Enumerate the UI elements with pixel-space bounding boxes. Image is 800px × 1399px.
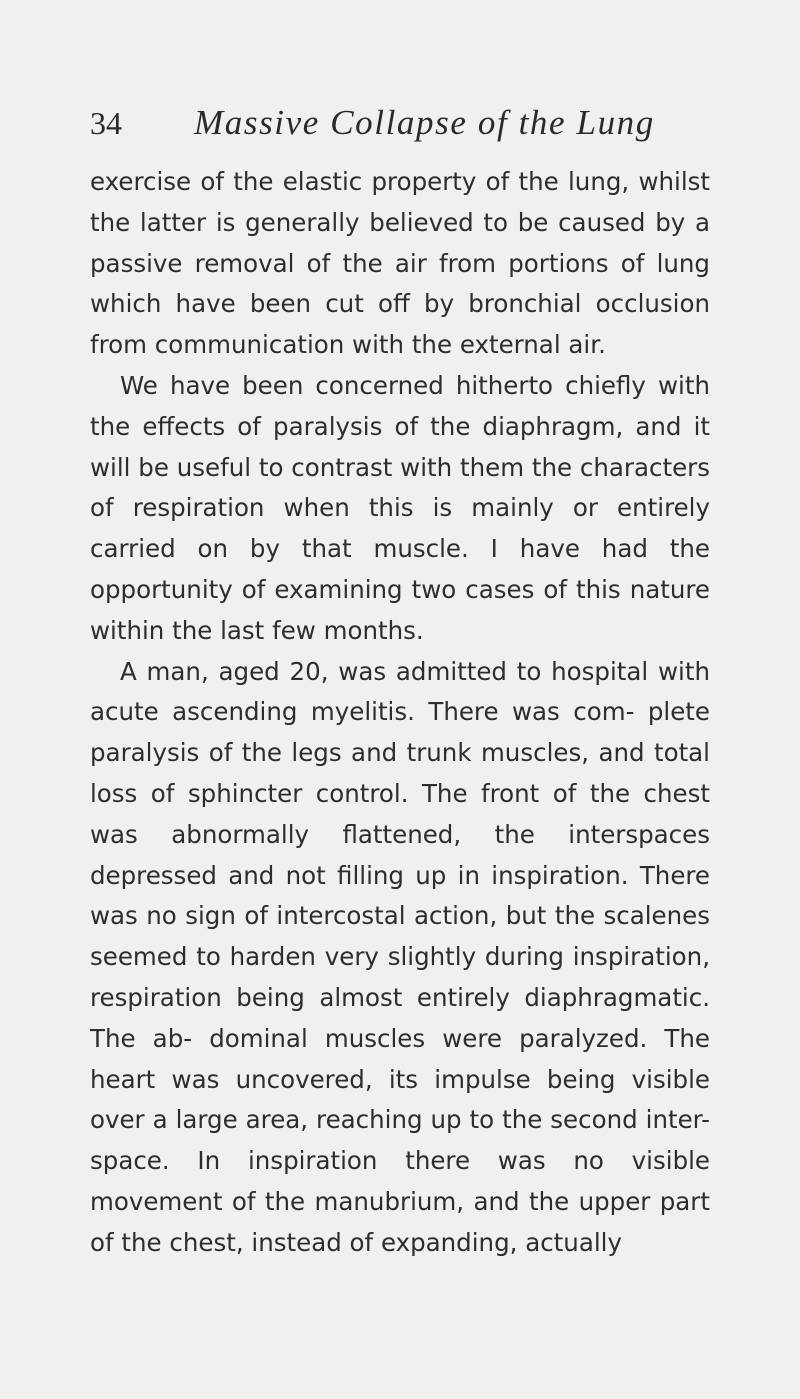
page-number: 34 xyxy=(90,105,122,141)
paragraph-case-report: A man, aged 20, was admitted to hospital with acute ascending myelitis. There was com- plete paralysis of the legs and trunk muscles, and total loss of sphincter control. The front of the chest was abnormally flattened, the interspaces depressed and not filling up in inspiration. There was no sign of intercostal action, but the scalenes seemed to harden very slightly during inspiration, respiration being almost entirely diaphragmatic. The ab- dominal muscles were paralyzed. The heart was uncovered, its impulse being visible over a large area, reaching up to the second inter- space. In inspiration there was no visible movement of the manubrium, and the upper part of the chest, instead of expanding, actually xyxy=(90,656,710,1257)
paragraph-diaphragm: We have been concerned hitherto chiefly with the effects of paralysis of the diaphragm, and it will be useful to contrast with them the characters of respiration when this is mainly or entirely carried on by that muscle. I have had the opportunity of examining two cases of this nature within the last few months. xyxy=(90,370,710,645)
running-title: Massive Collapse of the Lung xyxy=(194,103,655,142)
paragraph-continued: exercise of the elastic property of the lung, whilst the latter is generally believed to be caused by a passive removal of the air from portions of lung which have been cut off by bronchial occlusion from communication with the external air. xyxy=(90,167,710,360)
page-header xyxy=(90,98,710,148)
body-text xyxy=(90,162,710,1264)
